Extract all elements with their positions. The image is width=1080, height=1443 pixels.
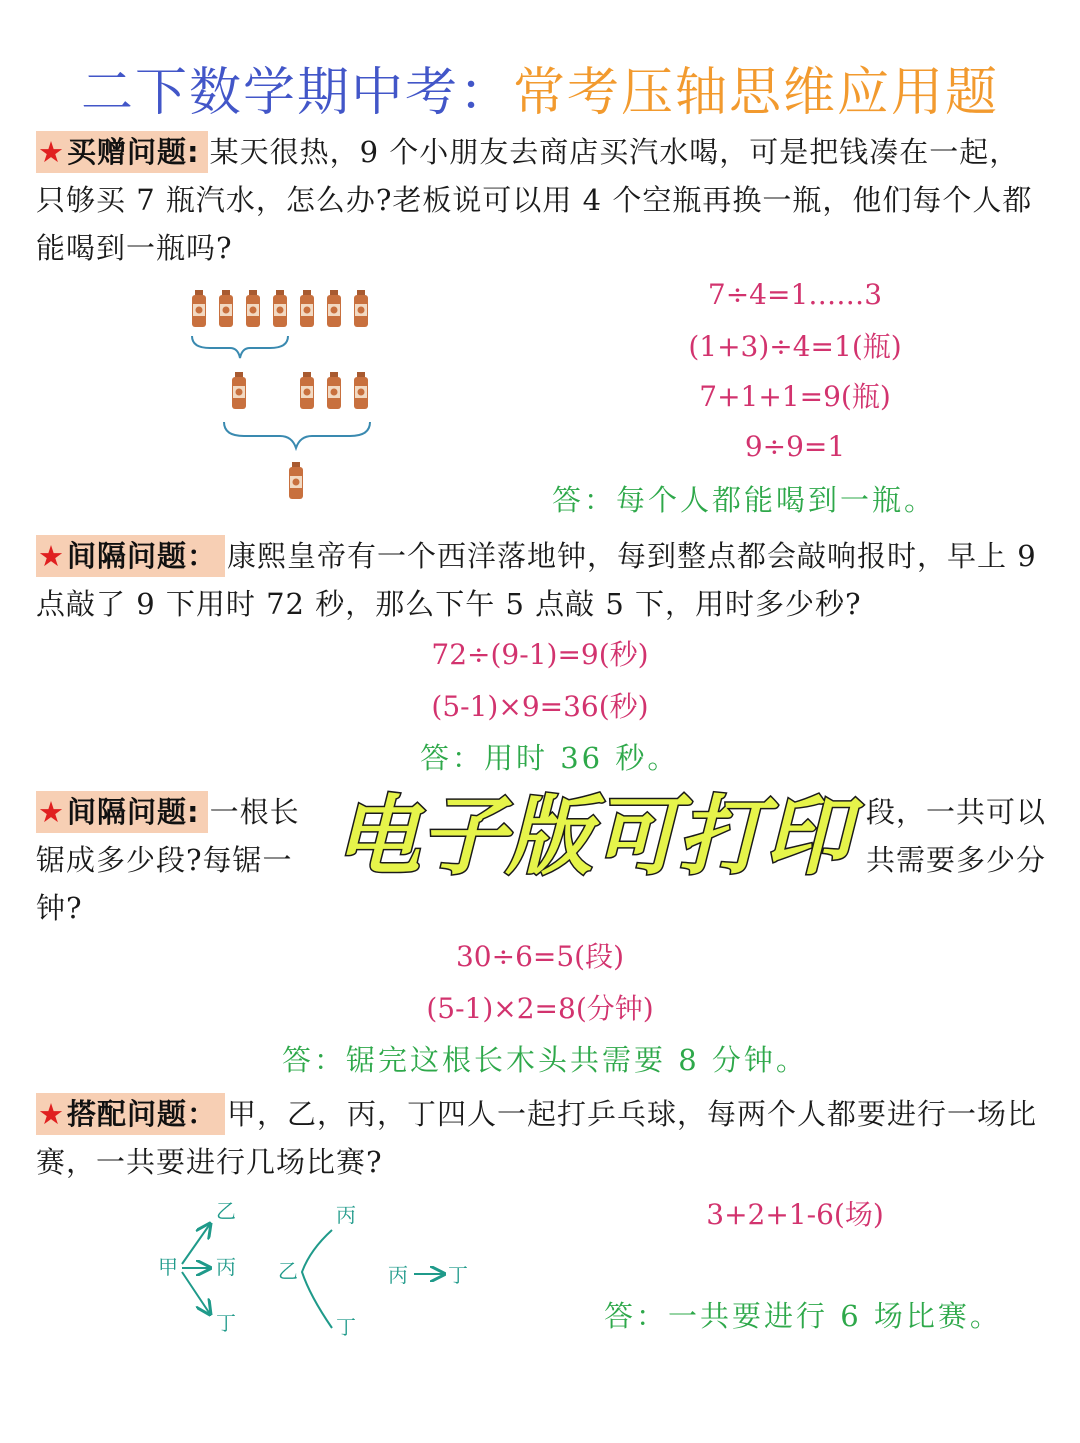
arrow-icon [182,1272,210,1314]
page-title [0,50,1080,125]
arrow-icon [182,1224,210,1264]
label-yi: 乙 [216,1199,236,1223]
bottle-icon-row-1 [192,290,368,327]
question-tag: ★间隔问题: [36,791,208,833]
answer-2: 答：用时 36 秒。 [420,741,680,775]
equation-3-2: (5-1)×2=8(分钟) [426,992,654,1025]
equation-1-1: 7÷4=1……3 [707,278,883,311]
question-text: 甲，乙，丙，丁四人一起打乒乓球，每两个人都要进行一场比赛，一共要进行几场比赛? [36,1097,1038,1179]
question-text-before: 一根长 [209,795,300,829]
bottle-icon-row-3 [289,462,303,499]
label-bing: 丙 [336,1203,356,1227]
question-tag: ★买赠问题: [36,131,208,173]
equation-1-2: (1+3)÷4=1(瓶) [688,330,902,363]
label-bing: 丙 [388,1263,408,1287]
pairing-diagram [150,1196,490,1342]
question-text-after: 段，一共可以 [865,795,1046,829]
watermark [312,786,872,888]
equation-2-2: (5-1)×9=36(秒) [431,690,649,723]
label-yi: 乙 [278,1259,298,1283]
question-line2-after: 共需要多少分 [865,843,1046,877]
question-4 [36,1090,1048,1186]
star-icon: ★ [38,1097,65,1131]
title-part1: 二下数学期中考： [80,63,513,123]
star-icon: ★ [38,135,65,169]
bottle-diagram [180,284,390,516]
question-line2-before: 锯成多少段?每锯一 [36,843,293,877]
equation-1-3: 7+1+1=9(瓶) [699,380,891,413]
answer-1: 答：每个人都能喝到一瓶。 [552,483,937,517]
label-bing: 丙 [216,1255,236,1279]
label-ding: 丁 [216,1311,236,1335]
watermark-text: 电子版可打印 [334,787,850,887]
label-ding: 丁 [448,1263,468,1287]
answer-4: 答：一共要进行 6 场比赛。 [604,1299,1002,1333]
question-line3: 钟? [36,891,83,925]
question-text: 康熙皇帝有一个西洋落地钟，每到整点都会敲响报时，早上 9 点敲了 9 下用时 72 秒，那么下午 5 点敲 5 下，用时多少秒? [36,539,1037,621]
equation-1-4: 9÷9=1 [744,430,846,463]
equation-4-1: 3+2+1-6(场) [706,1198,884,1231]
brace-icon [224,422,370,448]
star-icon: ★ [38,795,65,829]
title-part2: 常考压轴思维应用题 [513,63,1000,123]
label-ding: 丁 [336,1315,356,1339]
question-text: 某天很热，9 个小朋友去商店买汽水喝，可是把钱凑在一起，只够买 7 瓶汽水，怎么办?老板说可以用 4 个空瓶再换一瓶，他们每个人都能喝到一瓶吗? [36,135,1033,265]
star-icon: ★ [38,539,65,573]
question-tag: ★搭配问题： [36,1093,225,1135]
brace-icon [192,336,288,358]
answer-3: 答：锯完这根长木头共需要 8 分钟。 [282,1043,808,1077]
equation-2-1: 72÷(9-1)=9(秒) [431,638,649,671]
label-jia: 甲 [158,1255,178,1279]
equation-3-1: 30÷6=5(段) [455,940,625,973]
bottle-icon-row-2 [232,372,368,409]
question-1 [36,128,1048,272]
branch-icon [302,1230,332,1328]
question-tag: ★间隔问题： [36,535,225,577]
question-2 [36,532,1048,628]
